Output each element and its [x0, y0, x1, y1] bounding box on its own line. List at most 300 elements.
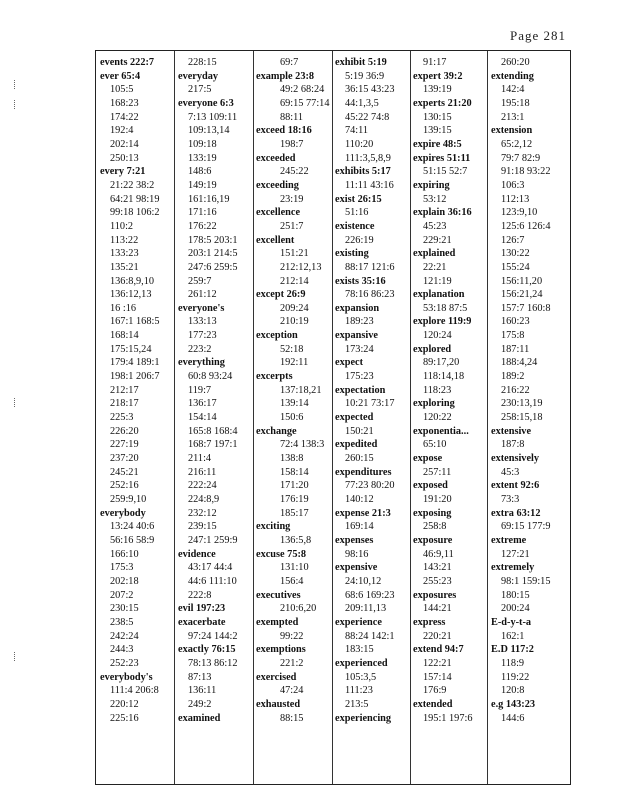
index-term: expansion: [335, 302, 380, 314]
index-reference: 213:1: [501, 111, 525, 123]
index-reference: 229:21: [423, 234, 452, 246]
index-reference: 138:8: [280, 453, 304, 465]
index-reference: 225:3: [110, 412, 134, 424]
index-term: extensive: [491, 425, 532, 437]
index-reference: 43:17 44:4: [188, 562, 233, 574]
index-term: expense 21:3: [335, 507, 391, 519]
index-reference: 72:4 138:3: [280, 439, 325, 451]
index-term: everybody: [100, 507, 146, 519]
index-reference: 46:9,11: [423, 548, 454, 560]
index-term: extent 92:6: [491, 480, 540, 492]
index-reference: 144:6: [501, 712, 525, 724]
index-term: excellent: [256, 234, 295, 246]
index-reference: 175:15,24: [110, 343, 152, 355]
column-divider: [410, 51, 411, 784]
index-reference: 242:24: [110, 630, 139, 642]
index-reference: 251:7: [280, 220, 304, 232]
index-reference: 148:6: [188, 166, 212, 178]
index-reference: 98:1 159:15: [501, 575, 551, 587]
index-reference: 224:8,9: [188, 494, 220, 505]
index-term: everyone 6:3: [178, 97, 234, 109]
page-label: Page: [509, 28, 540, 43]
index-reference: 245:22: [280, 166, 309, 178]
index-term: explained: [413, 248, 456, 260]
index-reference: 133:19: [188, 152, 217, 164]
index-column-5: [413, 56, 487, 778]
index-reference: 209:24: [280, 302, 309, 314]
index-reference: 136:11: [188, 685, 217, 697]
index-term: experience: [335, 616, 382, 628]
index-term: exceed 18:16: [256, 125, 312, 137]
index-term: existing: [335, 248, 369, 260]
index-term: extra 63:12: [491, 507, 541, 519]
index-reference: 88:24 142:1: [345, 630, 395, 642]
index-reference: 78:16 86:23: [345, 289, 395, 301]
index-reference: 64:21 98:19: [110, 193, 160, 205]
index-reference: 261:12: [188, 289, 217, 301]
index-term: exceeded: [256, 152, 296, 164]
index-reference: 91:18 93:22: [501, 166, 551, 178]
index-reference: 110:20: [345, 138, 374, 150]
index-reference: 140:12: [345, 494, 374, 505]
index-reference: 169:14: [345, 521, 374, 533]
index-term: expedited: [335, 439, 378, 451]
column-divider: [487, 51, 488, 784]
index-reference: 149:19: [188, 179, 217, 191]
index-term: extension: [491, 125, 533, 137]
index-term: explored: [413, 343, 452, 355]
index-term: E-d-y-t-a: [491, 616, 532, 628]
index-reference: 45:3: [501, 466, 520, 478]
index-term: evidence: [178, 548, 216, 560]
index-reference: 111:3,5,8,9: [345, 152, 391, 164]
index-reference: 69:7: [280, 57, 299, 68]
index-term: exposed: [413, 480, 448, 492]
index-term: everything: [178, 357, 225, 369]
index-reference: 260:15: [345, 453, 374, 465]
margin-punch-mark: [14, 398, 16, 407]
index-term: examined: [178, 712, 221, 724]
index-reference: 168:7 197:1: [188, 439, 238, 451]
index-reference: 56:16 58:9: [110, 534, 155, 546]
index-term: exercised: [256, 671, 297, 683]
index-reference: 131:10: [280, 562, 309, 574]
word-index-table: [95, 50, 571, 785]
index-reference: 238:5: [110, 616, 134, 628]
index-reference: 118:14,18: [423, 371, 465, 383]
index-reference: 167:1 168:5: [110, 316, 160, 328]
index-reference: 171:16: [188, 207, 217, 219]
index-reference: 157:7 160:8: [501, 302, 551, 314]
index-reference: 247:6 259:5: [188, 261, 238, 273]
index-reference: 158:14: [280, 466, 309, 478]
index-term: exists 35:16: [335, 275, 386, 287]
index-reference: 228:15: [188, 57, 217, 68]
index-term: expansive: [335, 330, 378, 342]
index-term: exhibit 5:19: [335, 57, 387, 68]
index-reference: 173:24: [345, 343, 374, 355]
index-reference: 178:5 203:1: [188, 234, 238, 246]
index-reference: 221:2: [280, 657, 304, 669]
index-reference: 175:3: [110, 562, 134, 574]
margin-punch-mark: [14, 80, 16, 89]
index-term: exposures: [413, 589, 457, 601]
index-reference: 155:24: [501, 261, 530, 273]
index-reference: 222:24: [188, 480, 217, 492]
index-reference: 156:4: [280, 575, 304, 587]
index-reference: 161:16,19: [188, 193, 230, 205]
index-reference: 211:4: [188, 453, 212, 465]
index-reference: 130:15: [423, 111, 452, 123]
index-reference: 154:14: [188, 412, 217, 424]
index-reference: 118:23: [423, 384, 452, 396]
index-reference: 177:23: [188, 330, 217, 342]
index-reference: 120:22: [423, 412, 452, 424]
index-reference: 49:2 68:24: [280, 84, 325, 96]
index-reference: 144:21: [423, 603, 452, 615]
index-term: exponentia...: [413, 425, 469, 437]
index-reference: 185:17: [280, 507, 309, 519]
index-reference: 192:11: [280, 357, 309, 369]
index-reference: 112:13: [501, 193, 530, 205]
column-divider: [332, 51, 333, 784]
index-reference: 52:18: [280, 343, 304, 355]
index-reference: 187:11: [501, 343, 530, 355]
index-reference: 223:2: [188, 343, 212, 355]
index-term: evil 197:23: [178, 603, 226, 615]
index-reference: 88:15: [280, 712, 304, 724]
index-reference: 210:6,20: [280, 603, 317, 615]
index-reference: 192:4: [110, 125, 134, 137]
index-term: expected: [335, 412, 374, 424]
index-term: explore 119:9: [413, 316, 472, 328]
index-column-6: [491, 56, 569, 778]
index-reference: 165:8 168:4: [188, 425, 238, 437]
index-reference: 179:4 189:1: [110, 357, 160, 369]
index-reference: 118:9: [501, 657, 525, 669]
index-term: exhausted: [256, 698, 301, 710]
index-reference: 217:5: [188, 84, 212, 96]
index-term: express: [413, 616, 446, 628]
index-reference: 189:2: [501, 371, 525, 383]
index-reference: 125:6 126:4: [501, 220, 551, 232]
index-term: expensive: [335, 562, 378, 574]
index-reference: 220:21: [423, 630, 452, 642]
index-term: explanation: [413, 289, 465, 301]
index-reference: 237:20: [110, 453, 139, 465]
index-reference: 212:17: [110, 384, 139, 396]
index-reference: 157:14: [423, 671, 452, 683]
index-reference: 11:11 43:16: [345, 179, 394, 191]
index-reference: 136:5,8: [280, 534, 312, 546]
index-reference: 232:12: [188, 507, 217, 519]
index-reference: 142:4: [501, 84, 525, 96]
index-term: everyone's: [178, 302, 225, 314]
index-reference: 113:22: [110, 234, 139, 246]
index-reference: 187:8: [501, 439, 525, 451]
index-reference: 136:12,13: [110, 289, 152, 301]
index-reference: 257:11: [423, 466, 452, 478]
index-reference: 98:16: [345, 548, 369, 560]
index-reference: 99:22: [280, 630, 304, 642]
index-term: exempted: [256, 616, 299, 628]
index-reference: 111:4 206:8: [110, 685, 159, 697]
index-term: exposing: [413, 507, 452, 519]
index-reference: 168:14: [110, 330, 139, 342]
index-reference: 47:24: [280, 685, 304, 697]
index-column-2: [178, 56, 253, 778]
index-reference: 120:24: [423, 330, 452, 342]
page-number-value: 281: [543, 28, 566, 43]
index-reference: 216:11: [188, 466, 217, 478]
index-reference: 44:1,3,5: [345, 97, 379, 109]
index-reference: 60:8 93:24: [188, 371, 233, 383]
index-term: experienced: [335, 657, 388, 669]
index-term: e.g 143:23: [491, 698, 536, 710]
index-term: expect: [335, 357, 364, 369]
index-reference: 171:20: [280, 480, 309, 492]
index-reference: 122:21: [423, 657, 452, 669]
index-reference: 87:13: [188, 671, 212, 683]
index-term: excerpts: [256, 371, 293, 383]
index-reference: 88:11: [280, 111, 304, 123]
index-term: everybody's: [100, 671, 153, 683]
index-reference: 44:6 111:10: [188, 575, 237, 587]
index-term: ever 65:4: [100, 70, 141, 82]
index-reference: 213:5: [345, 698, 369, 710]
index-reference: 119:22: [501, 671, 530, 683]
index-term: exacerbate: [178, 616, 226, 628]
index-term: experts 21:20: [413, 97, 472, 109]
index-reference: 209:11,13: [345, 603, 387, 615]
index-reference: 202:14: [110, 138, 139, 150]
index-reference: 202:18: [110, 575, 139, 587]
index-reference: 78:13 86:12: [188, 657, 238, 669]
index-term: exactly 76:15: [178, 644, 236, 656]
index-term: experiencing: [335, 712, 392, 724]
index-reference: 7:13 109:11: [188, 111, 238, 123]
index-reference: 259:7: [188, 275, 212, 287]
index-term: everyday: [178, 70, 219, 82]
index-reference: 65:10: [423, 439, 447, 451]
index-reference: 176:19: [280, 494, 309, 505]
index-term: except 26:9: [256, 289, 306, 301]
index-reference: 16 :16: [110, 302, 137, 314]
index-reference: 212:14: [280, 275, 309, 287]
index-reference: 126:7: [501, 234, 525, 246]
index-reference: 119:7: [188, 384, 212, 396]
index-term: excuse 75:8: [256, 548, 307, 560]
index-reference: 133:13: [188, 316, 217, 328]
index-reference: 175:23: [345, 371, 374, 383]
index-reference: 45:22 74:8: [345, 111, 390, 123]
index-reference: 200:24: [501, 603, 530, 615]
index-reference: 207:2: [110, 589, 134, 601]
index-reference: 218:17: [110, 398, 139, 410]
index-reference: 130:22: [501, 248, 530, 260]
index-column-3: [256, 56, 332, 778]
index-reference: 151:21: [280, 248, 309, 260]
index-term: example 23:8: [256, 70, 315, 82]
index-reference: 135:21: [110, 261, 139, 273]
index-term: every 7:21: [100, 166, 146, 178]
index-reference: 143:21: [423, 562, 452, 574]
index-term: expiring: [413, 179, 450, 191]
index-reference: 120:8: [501, 685, 525, 697]
index-reference: 68:6 169:23: [345, 589, 395, 601]
index-reference: 10:21 73:17: [345, 398, 395, 410]
index-term: explain 36:16: [413, 207, 472, 219]
index-reference: 139:19: [423, 84, 452, 96]
index-term: exceeding: [256, 179, 299, 191]
index-reference: 247:1 259:9: [188, 534, 238, 546]
index-term: expenses: [335, 534, 374, 546]
page-number: [510, 28, 566, 44]
index-term: expenditures: [335, 466, 392, 478]
index-reference: 51:16: [345, 207, 369, 219]
index-reference: 188:4,24: [501, 357, 538, 369]
index-reference: 91:17: [423, 57, 447, 68]
index-reference: 36:15 43:23: [345, 84, 395, 96]
index-reference: 156:21,24: [501, 289, 543, 301]
index-reference: 239:15: [188, 521, 217, 533]
index-reference: 13:24 40:6: [110, 521, 155, 533]
index-term: exposure: [413, 534, 453, 546]
index-term: expires 51:11: [413, 152, 471, 164]
index-reference: 227:19: [110, 439, 139, 451]
index-term: excellence: [256, 207, 301, 219]
index-reference: 166:10: [110, 548, 139, 560]
index-reference: 73:3: [501, 494, 520, 505]
index-reference: 183:15: [345, 644, 374, 656]
column-divider: [253, 51, 254, 784]
index-reference: 250:13: [110, 152, 139, 164]
index-reference: 244:3: [110, 644, 134, 656]
index-reference: 137:18,21: [280, 384, 322, 396]
index-reference: 24:10,12: [345, 575, 382, 587]
index-reference: 176:9: [423, 685, 447, 697]
index-term: expectation: [335, 384, 386, 396]
index-reference: 260:20: [501, 57, 530, 68]
index-reference: 226:20: [110, 425, 139, 437]
index-reference: 77:23 80:20: [345, 480, 395, 492]
index-reference: 245:21: [110, 466, 139, 478]
index-reference: 249:2: [188, 698, 212, 710]
index-reference: 97:24 144:2: [188, 630, 238, 642]
index-reference: 230:15: [110, 603, 139, 615]
index-reference: 198:7: [280, 138, 304, 150]
index-term: exciting: [256, 521, 291, 533]
index-reference: 69:15 77:14: [280, 97, 330, 109]
index-reference: 150:21: [345, 425, 374, 437]
index-term: exist 26:15: [335, 193, 382, 205]
index-reference: 252:16: [110, 480, 139, 492]
index-reference: 69:15 177:9: [501, 521, 551, 533]
index-term: extremely: [491, 562, 535, 574]
index-reference: 121:19: [423, 275, 452, 287]
index-reference: 160:23: [501, 316, 530, 328]
index-reference: 45:23: [423, 220, 447, 232]
index-reference: 162:1: [501, 630, 525, 642]
index-reference: 195:1 197:6: [423, 712, 473, 724]
index-term: exemptions: [256, 644, 306, 656]
index-reference: 216:22: [501, 384, 530, 396]
index-term: E.D 117:2: [491, 644, 534, 656]
index-term: exploring: [413, 398, 455, 410]
index-reference: 220:12: [110, 698, 139, 710]
index-reference: 99:18 106:2: [110, 207, 160, 219]
index-term: expert 39:2: [413, 70, 463, 82]
index-reference: 88:17 121:6: [345, 261, 395, 273]
index-term: exchange: [256, 425, 297, 437]
index-term: expose: [413, 453, 443, 465]
index-term: expire 48:5: [413, 138, 462, 150]
index-reference: 23:19: [280, 193, 304, 205]
index-reference: 258:8: [423, 521, 447, 533]
index-reference: 180:15: [501, 589, 530, 601]
index-reference: 226:19: [345, 234, 374, 246]
margin-punch-mark: [14, 100, 16, 109]
index-term: executives: [256, 589, 301, 601]
margin-punch-mark: [14, 652, 16, 661]
index-column-4: [335, 56, 410, 778]
index-reference: 136:8,9,10: [110, 275, 155, 287]
index-reference: 21:22 38:2: [110, 179, 155, 191]
index-reference: 259:9,10: [110, 494, 147, 505]
index-reference: 225:16: [110, 712, 139, 724]
index-reference: 258:15,18: [501, 412, 543, 424]
index-reference: 111:23: [345, 685, 373, 697]
index-reference: 105:3,5: [345, 671, 377, 683]
index-reference: 53:18 87:5: [423, 302, 468, 314]
index-reference: 176:22: [188, 220, 217, 232]
index-reference: 203:1 214:5: [188, 248, 238, 260]
index-reference: 109:18: [188, 138, 217, 150]
index-reference: 222:8: [188, 589, 212, 601]
index-reference: 189:23: [345, 316, 374, 328]
index-reference: 127:21: [501, 548, 530, 560]
index-reference: 212:12,13: [280, 261, 322, 273]
index-column-1: [100, 56, 174, 778]
index-term: extend 94:7: [413, 644, 464, 656]
index-reference: 252:23: [110, 657, 139, 669]
index-reference: 195:18: [501, 97, 530, 109]
index-reference: 210:19: [280, 316, 309, 328]
index-term: extreme: [491, 534, 527, 546]
index-reference: 110:2: [110, 220, 134, 232]
index-reference: 5:19 36:9: [345, 70, 385, 82]
column-divider: [174, 51, 175, 784]
index-reference: 191:20: [423, 494, 452, 505]
index-reference: 79:7 82:9: [501, 152, 541, 164]
index-reference: 174:22: [110, 111, 139, 123]
index-reference: 136:17: [188, 398, 217, 410]
index-reference: 123:9,10: [501, 207, 538, 219]
index-reference: 150:6: [280, 412, 304, 424]
index-reference: 139:15: [423, 125, 452, 137]
index-term: extended: [413, 698, 453, 710]
index-reference: 168:23: [110, 97, 139, 109]
index-reference: 65:2,12: [501, 138, 533, 150]
index-term: events 222:7: [100, 57, 155, 68]
index-reference: 89:17,20: [423, 357, 460, 369]
index-term: existence: [335, 220, 375, 232]
index-reference: 156:11,20: [501, 275, 543, 287]
index-reference: 175:8: [501, 330, 525, 342]
index-reference: 106:3: [501, 179, 525, 191]
index-reference: 198:1 206:7: [110, 371, 160, 383]
index-reference: 109:13,14: [188, 125, 230, 137]
